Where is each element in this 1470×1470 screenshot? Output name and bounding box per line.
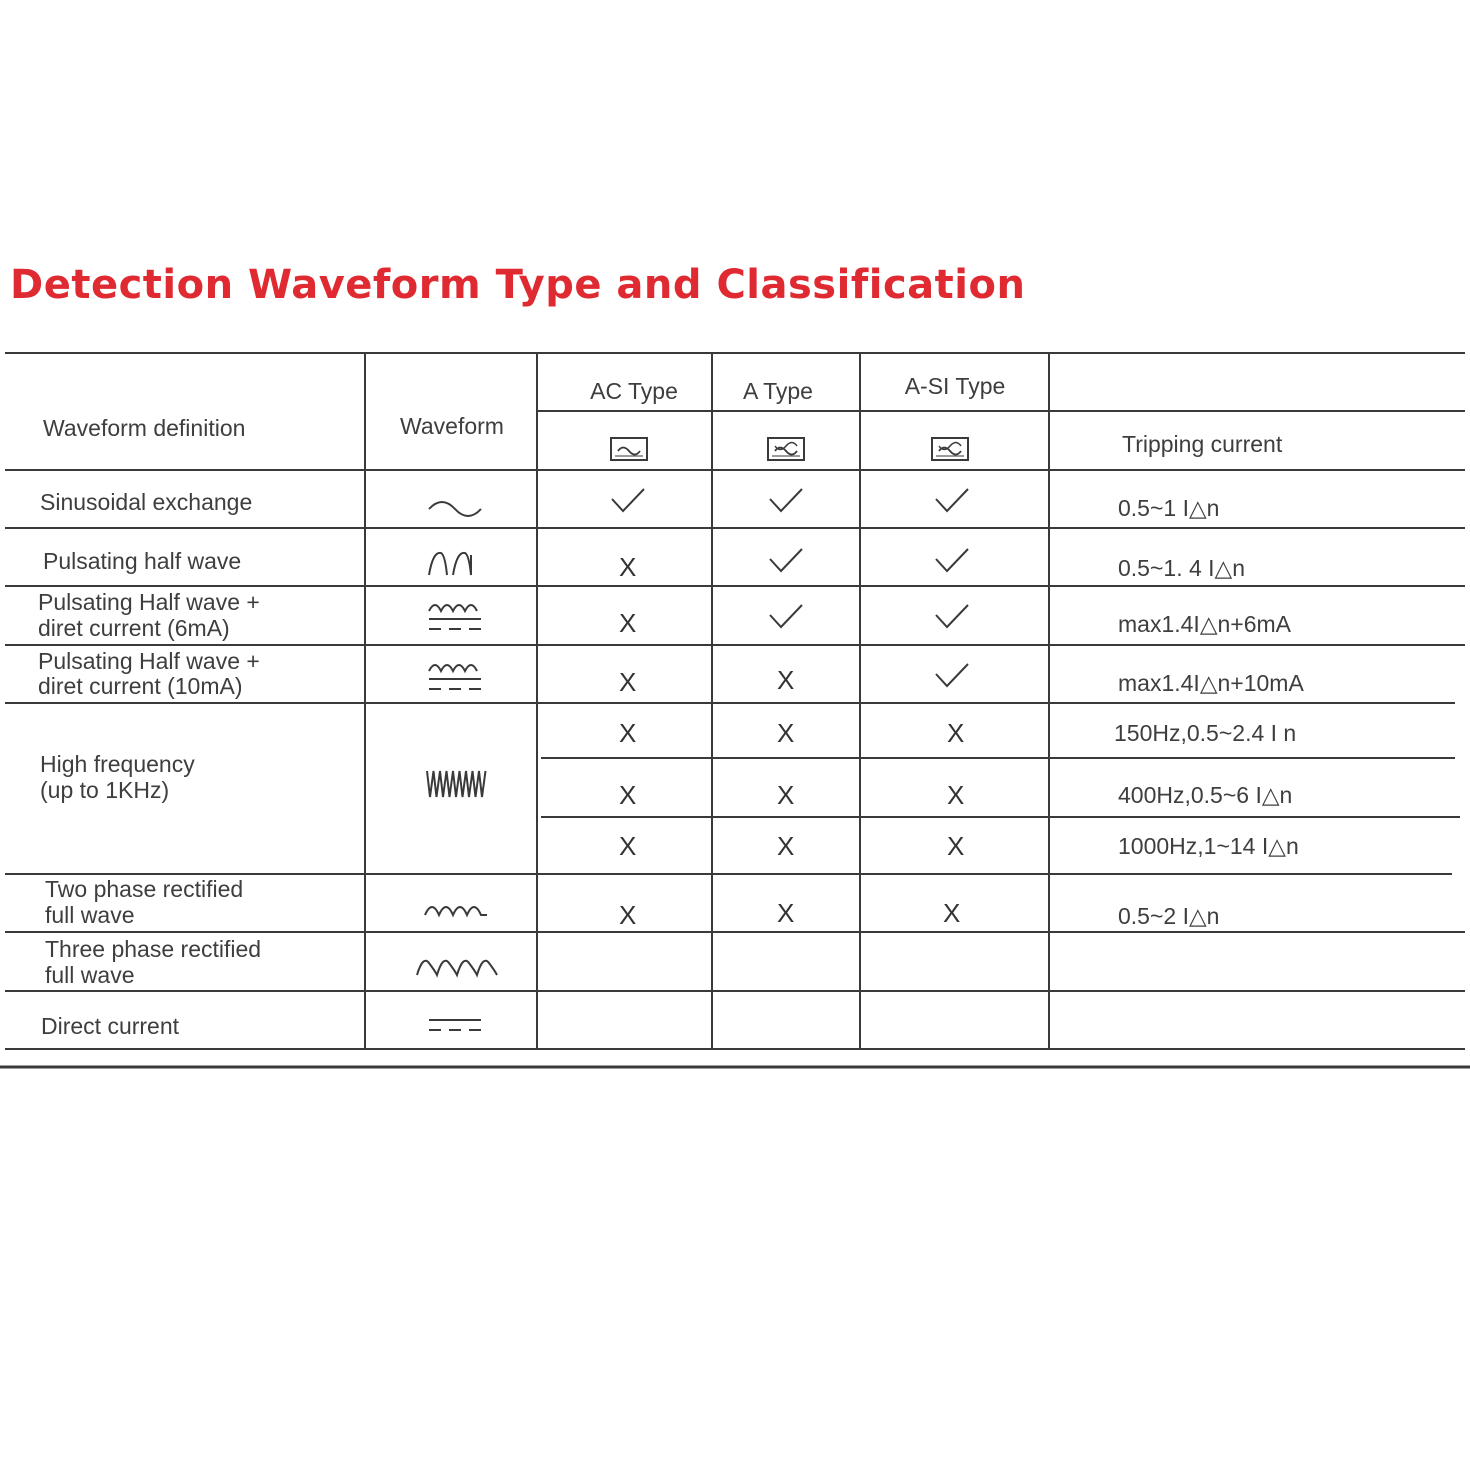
- a-type-mark: X: [777, 718, 795, 748]
- asi-type-mark: X: [947, 780, 965, 810]
- three-phase-rectified-icon: [417, 961, 497, 975]
- a-type-mark: X: [777, 831, 795, 861]
- waveform-definition-label: Pulsating Half wave +: [38, 589, 260, 615]
- ac-type-mark: X: [619, 780, 637, 810]
- pulsating-half-wave-icon: [429, 553, 471, 575]
- tripping-current-value: max1.4I△n+10mA: [1118, 670, 1304, 696]
- ac-type-mark: X: [619, 552, 637, 582]
- a-type-mark: [770, 549, 802, 571]
- asi-type-box-icon: [932, 438, 968, 460]
- asi-type-mark: [936, 664, 968, 686]
- waveform-definition-label: diret current (10mA): [38, 673, 243, 699]
- ac-type-mark: X: [619, 667, 637, 697]
- asi-type-mark: X: [943, 898, 961, 928]
- waveform-definition-label: Two phase rectified: [45, 876, 244, 902]
- ac-type-mark: X: [619, 608, 637, 638]
- ac-sine-box-icon: [611, 438, 647, 460]
- asi-type-mark: [936, 549, 968, 571]
- waveform-definition-label: High frequency: [40, 751, 195, 777]
- a-type-mark: X: [777, 780, 795, 810]
- header-a-type: A Type: [743, 378, 813, 404]
- ac-type-mark: [612, 489, 644, 511]
- tripping-current-value: 400Hz,0.5~6 I△n: [1118, 782, 1293, 808]
- waveform-definition-label: Direct current: [41, 1013, 180, 1039]
- header-waveform: Waveform: [400, 413, 504, 439]
- tripping-current-value: 1000Hz,1~14 I△n: [1118, 833, 1299, 859]
- tripping-current-value: 0.5~1. 4 I△n: [1118, 555, 1246, 581]
- a-type-mark: X: [777, 898, 795, 928]
- sine-wave-icon: [429, 502, 481, 516]
- asi-type-mark: X: [947, 718, 965, 748]
- tripping-current-value: 0.5~1 I△n: [1118, 495, 1220, 521]
- a-type-mark: [770, 605, 802, 627]
- tripping-current-value: 150Hz,0.5~2.4 I n: [1114, 720, 1297, 746]
- half-wave-plus-dc-icon: [429, 605, 481, 629]
- waveform-definition-label: full wave: [45, 962, 135, 988]
- ac-type-mark: X: [619, 831, 637, 861]
- asi-type-mark: [936, 489, 968, 511]
- high-frequency-icon: [427, 771, 486, 797]
- header-asi-type: A-SI Type: [904, 373, 1006, 399]
- ac-type-mark: X: [619, 900, 637, 930]
- header-tripping-current: Tripping current: [1122, 431, 1283, 457]
- a-type-box-icon: [768, 438, 804, 460]
- tripping-current-value: max1.4I△n+6mA: [1118, 611, 1292, 637]
- direct-current-icon: [429, 1020, 481, 1030]
- a-type-mark: X: [777, 665, 795, 695]
- two-phase-rectified-icon: [425, 907, 487, 915]
- waveform-definition-label: Pulsating half wave: [43, 548, 242, 574]
- waveform-definition-label: (up to 1KHz): [40, 777, 170, 803]
- header-waveform-definition: Waveform definition: [43, 415, 246, 441]
- header-ac-type: AC Type: [590, 378, 678, 404]
- asi-type-mark: X: [947, 831, 965, 861]
- page-title: Detection Waveform Type and Classification: [10, 262, 1026, 308]
- waveform-definition-label: full wave: [45, 902, 135, 928]
- half-wave-plus-dc-icon: [429, 665, 481, 689]
- waveform-definition-label: diret current (6mA): [38, 615, 230, 641]
- ac-type-mark: X: [619, 718, 637, 748]
- waveform-definition-label: Pulsating Half wave +: [38, 648, 260, 674]
- tripping-current-value: 0.5~2 I△n: [1118, 903, 1220, 929]
- waveform-definition-label: Sinusoidal exchange: [40, 489, 253, 515]
- asi-type-mark: [936, 605, 968, 627]
- a-type-mark: [770, 489, 802, 511]
- waveform-definition-label: Three phase rectified: [45, 936, 262, 962]
